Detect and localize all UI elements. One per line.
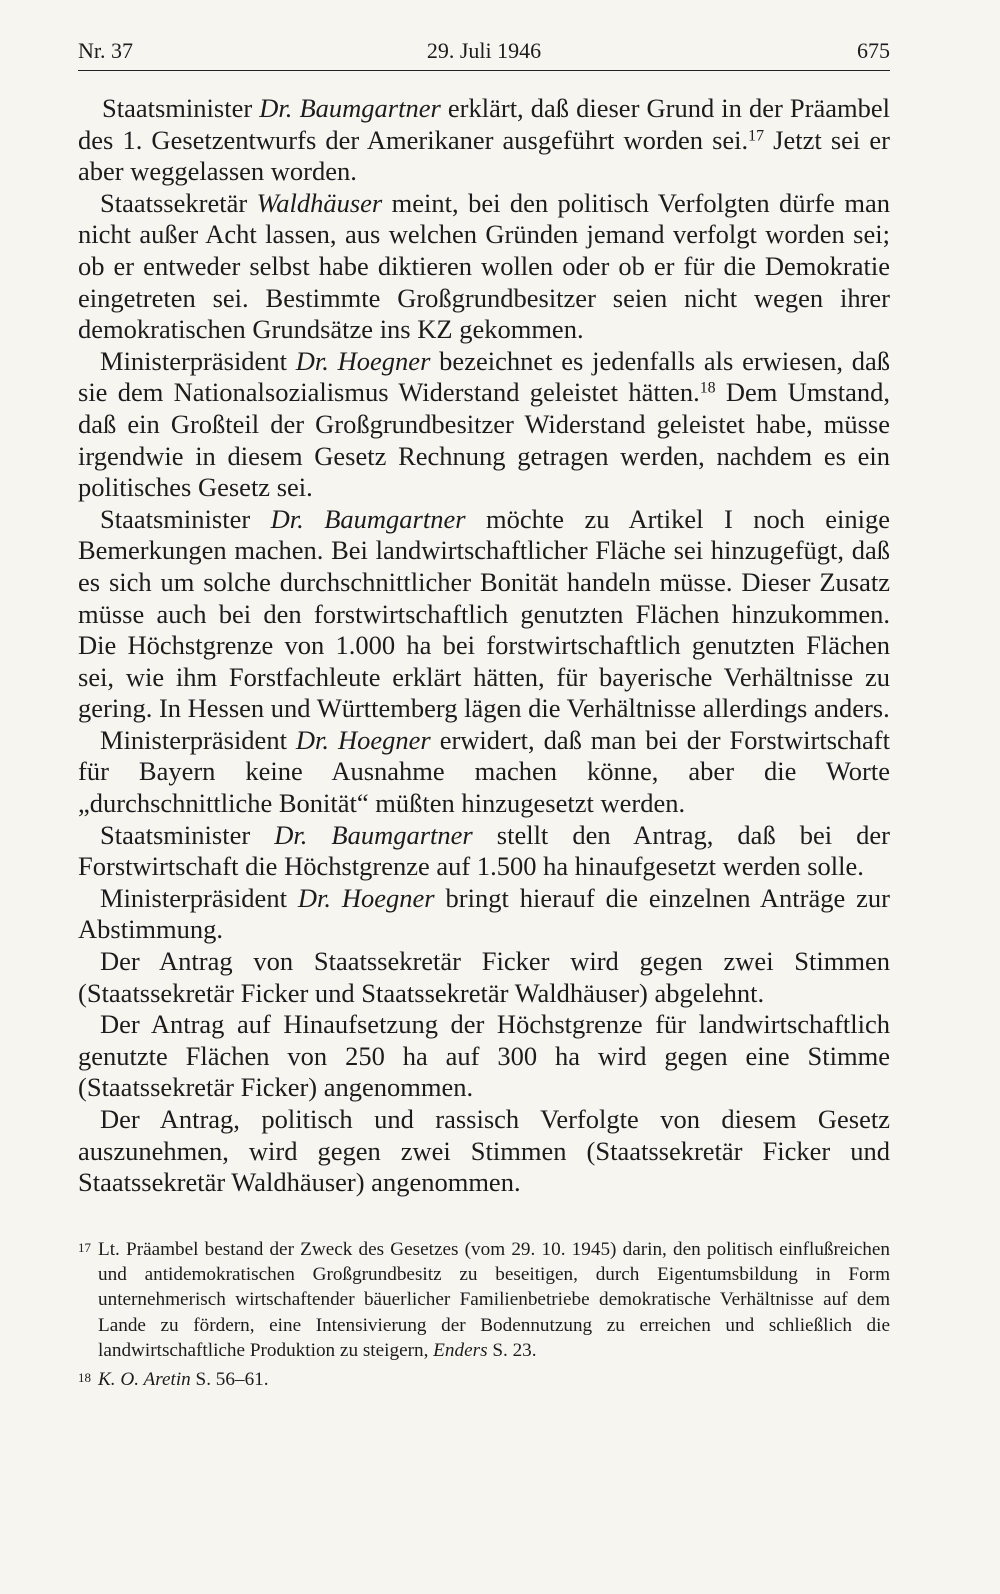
paragraph bbox=[78, 1104, 890, 1199]
paragraph bbox=[78, 883, 890, 946]
footnote-text: S. 56–61. bbox=[190, 1369, 269, 1391]
footnote-text: Lt. Präambel bestand der Zweck des Gesetzes (vom 29. 10. 1945) darin, den politisch einflußreichen und antidemokratischen Großgrundbesitz zu beseitigen, durch Eigentumsbildung in Form unternehmerisch wirtschaftender bäuerlicher Familienbetriebe demokratische Verhältnisse auf dem Lande zu fördern, eine Intensivierung der Bodennutzung zu erreichen und schließlich die landwirtschaftliche Produktion zu steigern, bbox=[98, 1239, 890, 1361]
citation-author: Enders bbox=[433, 1339, 488, 1361]
paragraph-text: Staatsminister bbox=[100, 503, 271, 534]
paragraph-text: Ministerpräsident bbox=[100, 724, 296, 755]
speaker-name: Dr. Hoegner bbox=[295, 724, 431, 755]
paragraph bbox=[78, 1009, 890, 1104]
paragraph-text: meint, bei den politisch Verfolgten dürfe man nicht außer Acht lassen, aus welchen Gründen jemand verfolgt worden sei; ob er entweder selbst habe diktieren wollen oder ob er für die Demokratie eingetreten sei. Bestimmte Großgrundbesitzer seien nicht wegen ihrer demokratischen Grundsätze ins KZ gekommen. bbox=[78, 187, 890, 345]
footnote-ref: 17 bbox=[748, 126, 765, 144]
footnote-number: 17 bbox=[78, 1240, 91, 1255]
footnotes bbox=[78, 1237, 890, 1392]
footnote-number: 18 bbox=[78, 1370, 91, 1386]
paragraph-text: Staatsminister bbox=[102, 93, 260, 123]
footnote-text: S. 23. bbox=[487, 1339, 537, 1361]
citation-author: K. O. Aretin bbox=[98, 1369, 191, 1391]
paragraph-text: möchte zu Artikel I noch einige Bemerkungen machen. Bei landwirtschaftlicher Fläche sei hinzugefügt, daß es sich um solche durchschnittlicher Bonität handeln müsse. Dieser Zusatz müsse auch bei den forstwirtschaftlich genutzten Flächen hinzukommen. Die Höchstgrenze von 1.000 ha bei forstwirtschaftlich genutzten Flächen sei, wie ihm Forstfachleute erklärt hätten, für bayerische Verhältnisse zu gering. In Hessen und Württemberg lägen die Verhältnisse allerdings anders. bbox=[78, 503, 890, 724]
speaker-name: Waldhäuser bbox=[256, 187, 383, 218]
paragraph-text: Der Antrag von Staatssekretär Ficker wird gegen zwei Stimmen (Staatssekretär Ficker und Staatssekretär Waldhäuser) abgelehnt. bbox=[78, 946, 890, 1008]
paragraph-text: erklärt, daß dieser Grund in der Präambel des 1. Gesetzentwurfs der Amerikaner ausgeführt worden sei. bbox=[78, 93, 891, 155]
footnote-ref: 18 bbox=[699, 379, 716, 397]
paragraph-text: Ministerpräsident bbox=[100, 882, 298, 913]
paragraph-text: Staatsminister bbox=[100, 819, 275, 850]
footnote bbox=[78, 1237, 890, 1363]
header-rule bbox=[78, 70, 890, 71]
paragraph-text: Dem Umstand, daß ein Großteil der Großgrundbesitzer Widerstand geleistet habe, müsse irgendwie in diesem Gesetz Rechnung getragen werden, nachdem es ein politisches Gesetz sei. bbox=[78, 377, 890, 503]
paragraph bbox=[78, 93, 890, 188]
footnote bbox=[78, 1367, 890, 1392]
speaker-name: Dr. Hoegner bbox=[297, 882, 435, 913]
paragraph-text: Jetzt sei er aber weggelassen worden. bbox=[78, 124, 890, 187]
paragraph-text: stellt den Antrag, daß bei der Forstwirtschaft die Höchstgrenze auf 1.500 ha hinaufgesetzt werden solle. bbox=[78, 819, 890, 882]
paragraph-text: Der Antrag, politisch und rassisch Verfolgte von diesem Gesetz auszunehmen, wird gegen zwei Stimmen (Staatssekretär Ficker und Staatssekretär Waldhäuser) angenommen. bbox=[78, 1104, 890, 1198]
paragraph-text: Ministerpräsident bbox=[100, 345, 296, 376]
page-header bbox=[78, 36, 890, 66]
speaker-name: Dr. Hoegner bbox=[295, 345, 431, 376]
paragraph bbox=[78, 504, 890, 725]
paragraph-text: Staatssekretär bbox=[100, 187, 257, 218]
page-date: 29. Juli 1946 bbox=[426, 38, 542, 63]
speaker-name: Dr. Baumgartner bbox=[259, 93, 441, 123]
issue-number: Nr. 37 bbox=[78, 38, 133, 63]
paragraph bbox=[78, 946, 890, 1009]
paragraph-text: Der Antrag auf Hinaufsetzung der Höchstgrenze für landwirtschaftlich genutzte Flächen von 250 ha auf 300 ha wird gegen eine Stimme (Staatssekretär Ficker) angenommen. bbox=[78, 1009, 890, 1103]
paragraph-text: bezeichnet es jedenfalls als erwiesen, daß sie dem Nationalsozialismus Widerstand geleistet hätten. bbox=[78, 345, 890, 408]
paragraph-text: erwidert, daß man bei der Forstwirtschaft für Bayern keine Ausnahme machen könne, aber die Worte „durchschnittliche Bonität“ müßten hinzugesetzt werden. bbox=[78, 724, 890, 819]
document-page bbox=[78, 0, 890, 1594]
speaker-name: Dr. Baumgartner bbox=[274, 819, 473, 850]
paragraph bbox=[78, 820, 890, 883]
paragraph bbox=[78, 725, 890, 820]
body-text bbox=[78, 93, 890, 1199]
speaker-name: Dr. Baumgartner bbox=[270, 503, 466, 534]
paragraph bbox=[78, 346, 890, 504]
paragraph bbox=[78, 188, 890, 346]
page-number: 675 bbox=[857, 38, 890, 63]
paragraph-text: bringt hierauf die einzelnen Anträge zur Abstimmung. bbox=[78, 882, 890, 945]
